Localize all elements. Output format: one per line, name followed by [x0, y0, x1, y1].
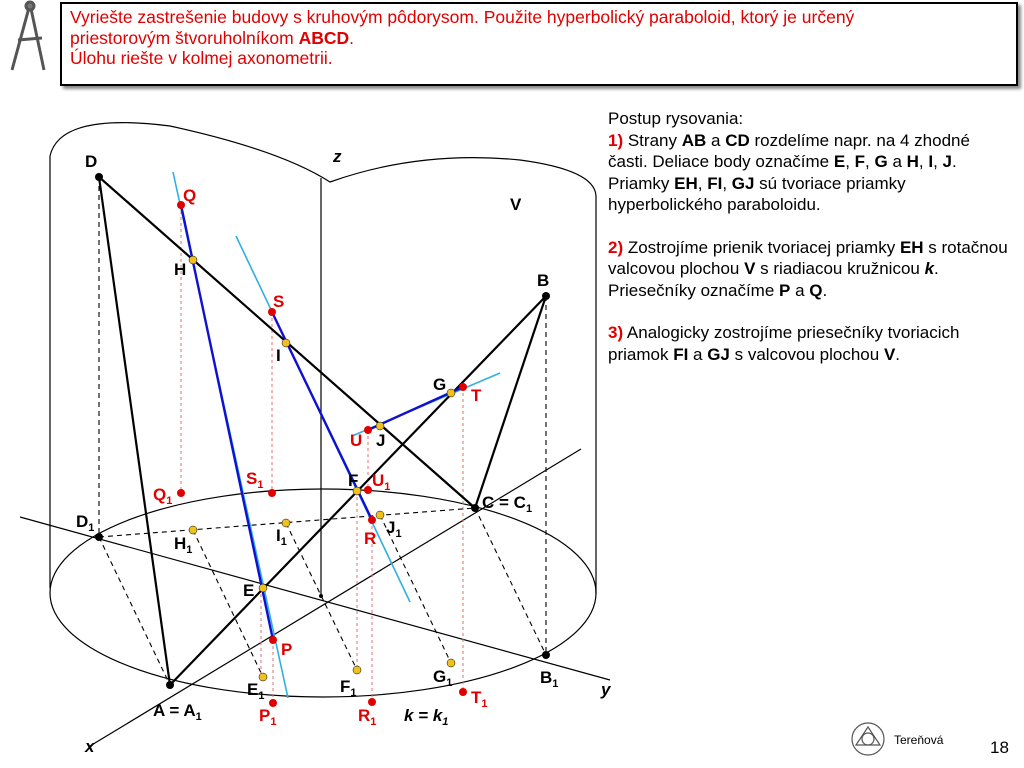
- task-line-1: Vyriešte zastrešenie budovy s kruhovým pôdorysom. Použite hyperbolický paraboloid, ktorý je určený: [70, 7, 855, 27]
- label-j: J: [376, 431, 386, 450]
- task-line-2-text: priestorovým štvoruholníkom: [70, 27, 299, 48]
- label-h: H: [174, 260, 187, 279]
- label-i1: $I_1$: [276, 526, 287, 548]
- label-a-eq-a1: $A = A_1$: [153, 701, 202, 723]
- label-v: V: [510, 195, 522, 214]
- label-x: x: [85, 737, 95, 756]
- label-e1: $E_1$: [247, 680, 265, 702]
- procedure-step-3: 3) Analogicky zostrojíme priesečníky tvoriacich priamok FI a GJ s valcovou plochou V.: [608, 323, 960, 364]
- label-r: R: [364, 529, 377, 548]
- quadrilateral-abcd: [99, 177, 546, 685]
- label-z: z: [333, 147, 342, 166]
- label-k-eq-k1: $k = k_1$: [404, 706, 449, 728]
- label-p1: $P_1$: [259, 706, 277, 728]
- label-t1: $T_1$: [471, 688, 488, 710]
- label-u1: $U_1$: [372, 471, 391, 493]
- label-g1: $G_1$: [433, 667, 453, 689]
- generator-extensions: [173, 172, 500, 698]
- label-q1: $Q_1$: [153, 485, 173, 507]
- label-c-eq-c1: $C = C_1$: [482, 493, 533, 515]
- author-emblem: [852, 723, 884, 755]
- page-number: 18: [990, 738, 1009, 757]
- label-r1: $R_1$: [358, 706, 377, 728]
- author-name: Tereňová: [894, 733, 944, 747]
- task-line-2: [70, 28, 1008, 49]
- label-f: F: [348, 471, 359, 490]
- axes: [20, 178, 610, 746]
- projection-lines: [99, 177, 546, 685]
- label-t: T: [471, 386, 482, 405]
- label-s1: $S_1$: [246, 469, 264, 491]
- label-b1: $B_1$: [540, 668, 559, 690]
- label-d1: $D_1$: [76, 512, 95, 534]
- procedure-step-2: 2) Zostrojíme prienik tvoriacej priamky EH s rotačnou valcovou plochou V s riadiacou kružnicou k. Priesečníky označíme P a Q.: [608, 237, 1008, 300]
- label-y: y: [601, 680, 611, 699]
- label-f1: $F_1$: [340, 677, 357, 699]
- label-i: I: [276, 346, 281, 365]
- points-black: [95, 173, 550, 689]
- circle-k: [50, 489, 596, 697]
- label-d: D: [85, 152, 98, 171]
- axis-y: [20, 517, 610, 680]
- task-line-3: Úlohu riešte v kolmej axonometrii.: [70, 48, 333, 68]
- procedure-heading: Postup rysovania:: [608, 109, 744, 128]
- generator-segments: [181, 205, 463, 640]
- procedure-step-1: 1) Strany AB a CD rozdelíme napr. na 4 zhodné časti. Deliace body označíme E, F, G a H, I, J. Priamky EH, FI, GJ sú tvoriace priamky hyperbolického paraboloidu.: [608, 130, 970, 214]
- point-labels: [76, 147, 612, 756]
- points-red: [177, 201, 467, 707]
- label-u: U: [350, 431, 363, 450]
- label-j1: $J_1$: [386, 518, 402, 540]
- label-p: P: [281, 640, 293, 659]
- label-h1: $H_1$: [174, 534, 193, 556]
- label-q: Q: [183, 186, 197, 205]
- label-b: B: [537, 271, 550, 290]
- label-g: G: [433, 375, 447, 394]
- label-s: S: [273, 292, 285, 311]
- task-quadrilateral-name: ABCD: [298, 27, 350, 48]
- label-e: E: [243, 581, 255, 600]
- compass-logo: [12, 2, 44, 70]
- task-statement: [60, 2, 1018, 86]
- points-yellow: [189, 256, 455, 681]
- procedure-text: [608, 108, 1008, 386]
- task-line-2-end: .: [349, 27, 354, 48]
